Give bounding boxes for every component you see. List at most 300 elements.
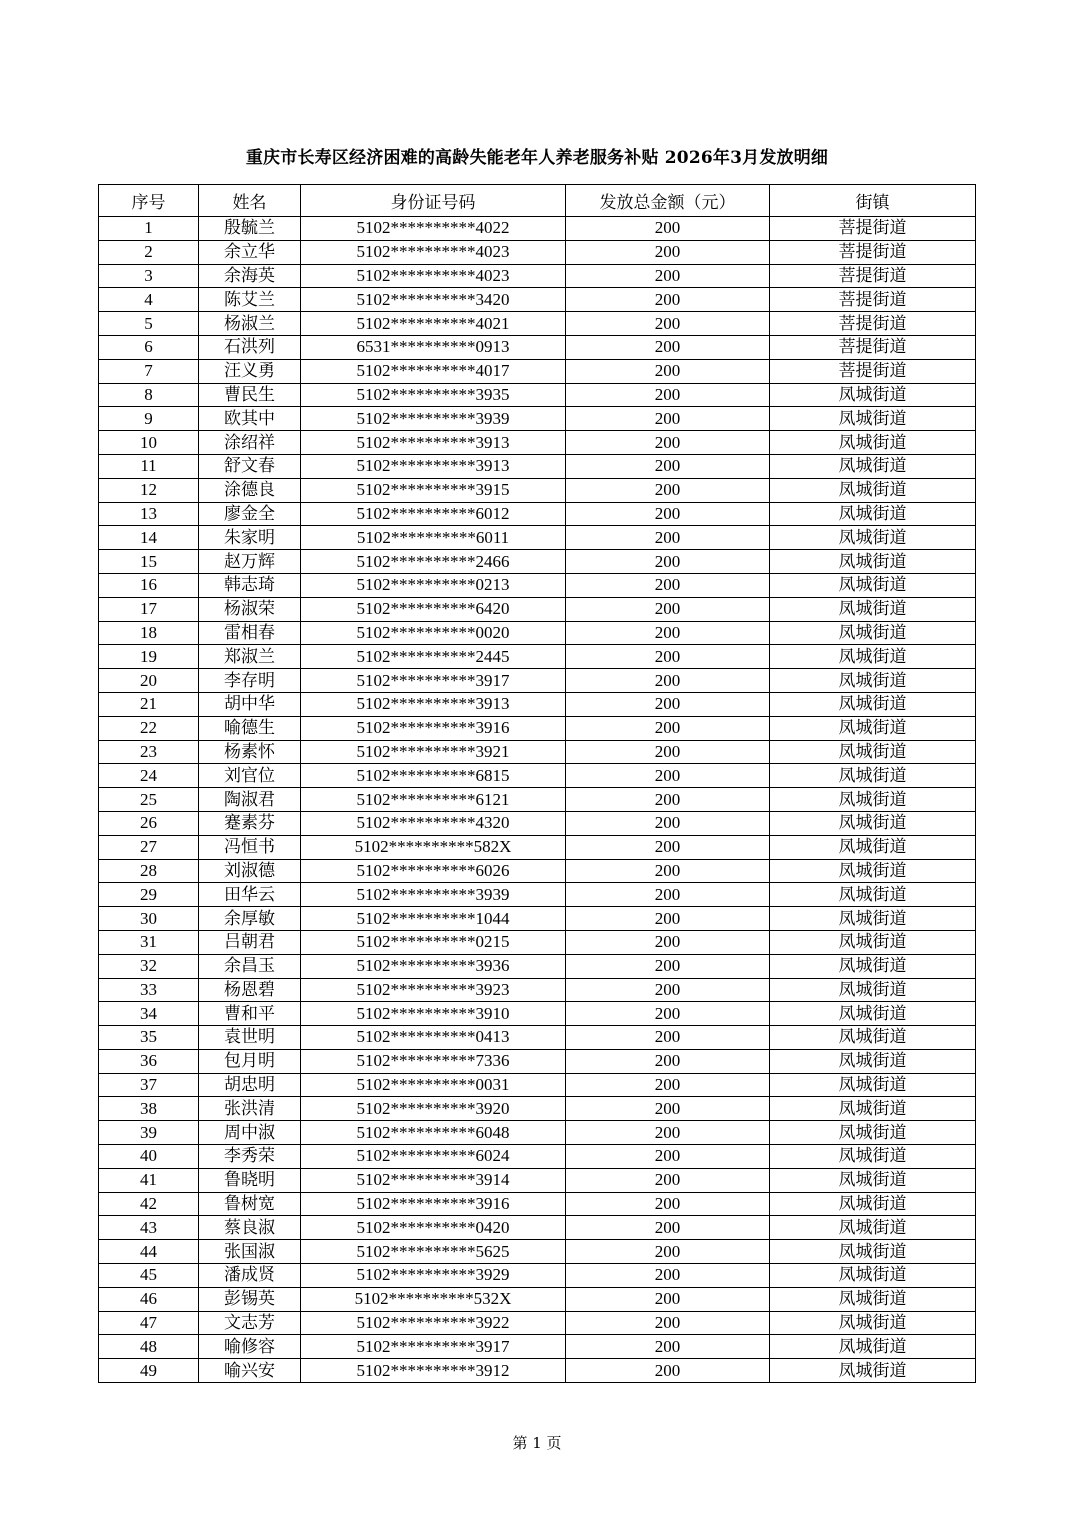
- cell-index: 18: [99, 621, 199, 645]
- cell-index: 49: [99, 1359, 199, 1383]
- cell-id-number: 5102**********6026: [301, 859, 566, 883]
- table-row: [99, 407, 976, 431]
- cell-name: 鲁晓明: [199, 1168, 301, 1192]
- table-row: [99, 502, 976, 526]
- table-row: [99, 597, 976, 621]
- cell-index: 21: [99, 692, 199, 716]
- table-row: [99, 740, 976, 764]
- cell-amount: 200: [566, 1073, 770, 1097]
- table-row: [99, 645, 976, 669]
- cell-name: 喻兴安: [199, 1359, 301, 1383]
- cell-index: 30: [99, 907, 199, 931]
- cell-id-number: 5102**********6420: [301, 597, 566, 621]
- cell-id-number: 5102**********3915: [301, 478, 566, 502]
- table-row: [99, 621, 976, 645]
- table-row: [99, 1168, 976, 1192]
- cell-id-number: 5102**********3921: [301, 740, 566, 764]
- cell-index: 34: [99, 1002, 199, 1026]
- cell-name: 田华云: [199, 883, 301, 907]
- cell-name: 杨淑荣: [199, 597, 301, 621]
- cell-id-number: 5102**********3923: [301, 978, 566, 1002]
- cell-index: 11: [99, 454, 199, 478]
- cell-amount: 200: [566, 478, 770, 502]
- table-row: [99, 240, 976, 264]
- cell-amount: 200: [566, 1335, 770, 1359]
- page-title: 重庆市长寿区经济困难的高龄失能老年人养老服务补贴 2026年3月发放明细: [245, 148, 829, 168]
- cell-amount: 200: [566, 811, 770, 835]
- cell-index: 45: [99, 1264, 199, 1288]
- cell-amount: 200: [566, 240, 770, 264]
- cell-id-number: 5102**********0215: [301, 930, 566, 954]
- cell-amount: 200: [566, 1192, 770, 1216]
- cell-index: 27: [99, 835, 199, 859]
- cell-subdistrict: 凤城街道: [770, 431, 976, 455]
- cell-amount: 200: [566, 764, 770, 788]
- table-row: [99, 478, 976, 502]
- cell-subdistrict: 凤城街道: [770, 740, 976, 764]
- cell-subdistrict: 凤城街道: [770, 645, 976, 669]
- cell-name: 余昌玉: [199, 954, 301, 978]
- cell-subdistrict: 凤城街道: [770, 811, 976, 835]
- cell-amount: 200: [566, 621, 770, 645]
- table-row: [99, 217, 976, 241]
- cell-index: 39: [99, 1121, 199, 1145]
- cell-subdistrict: 凤城街道: [770, 502, 976, 526]
- cell-id-number: 5102**********2445: [301, 645, 566, 669]
- cell-index: 28: [99, 859, 199, 883]
- cell-id-number: 5102**********582X: [301, 835, 566, 859]
- cell-index: 8: [99, 383, 199, 407]
- table-header-row: [99, 185, 976, 217]
- table-row: [99, 1073, 976, 1097]
- cell-index: 1: [99, 217, 199, 241]
- table-row: [99, 859, 976, 883]
- cell-id-number: 5102**********6048: [301, 1121, 566, 1145]
- cell-amount: 200: [566, 1026, 770, 1050]
- table-row: [99, 335, 976, 359]
- cell-subdistrict: 凤城街道: [770, 1311, 976, 1335]
- cell-name: 余立华: [199, 240, 301, 264]
- cell-id-number: 5102**********0031: [301, 1073, 566, 1097]
- cell-name: 喻德生: [199, 716, 301, 740]
- cell-id-number: 5102**********4320: [301, 811, 566, 835]
- cell-name: 鲁树宽: [199, 1192, 301, 1216]
- cell-subdistrict: 凤城街道: [770, 1145, 976, 1169]
- cell-name: 李秀荣: [199, 1145, 301, 1169]
- cell-id-number: 5102**********3913: [301, 692, 566, 716]
- cell-index: 14: [99, 526, 199, 550]
- cell-index: 48: [99, 1335, 199, 1359]
- cell-id-number: 5102**********3913: [301, 431, 566, 455]
- cell-subdistrict: 凤城街道: [770, 978, 976, 1002]
- cell-index: 40: [99, 1145, 199, 1169]
- table-row: [99, 764, 976, 788]
- cell-id-number: 5102**********3920: [301, 1097, 566, 1121]
- cell-id-number: 5102**********3917: [301, 669, 566, 693]
- cell-id-number: 5102**********3935: [301, 383, 566, 407]
- cell-index: 16: [99, 573, 199, 597]
- cell-subdistrict: 凤城街道: [770, 1287, 976, 1311]
- table-row: [99, 1026, 976, 1050]
- table-row: [99, 1216, 976, 1240]
- cell-index: 6: [99, 335, 199, 359]
- cell-id-number: 5102**********0020: [301, 621, 566, 645]
- cell-amount: 200: [566, 1359, 770, 1383]
- cell-amount: 200: [566, 1145, 770, 1169]
- cell-amount: 200: [566, 550, 770, 574]
- cell-amount: 200: [566, 883, 770, 907]
- cell-amount: 200: [566, 454, 770, 478]
- cell-subdistrict: 凤城街道: [770, 883, 976, 907]
- cell-name: 吕朝君: [199, 930, 301, 954]
- cell-index: 46: [99, 1287, 199, 1311]
- cell-id-number: 5102**********4023: [301, 240, 566, 264]
- cell-name: 喻修容: [199, 1335, 301, 1359]
- cell-id-number: 5102**********0213: [301, 573, 566, 597]
- cell-id-number: 5102**********3922: [301, 1311, 566, 1335]
- cell-name: 曹民生: [199, 383, 301, 407]
- cell-id-number: 5102**********5625: [301, 1240, 566, 1264]
- cell-amount: 200: [566, 597, 770, 621]
- cell-name: 赵万辉: [199, 550, 301, 574]
- cell-id-number: 5102**********3939: [301, 407, 566, 431]
- cell-id-number: 5102**********6012: [301, 502, 566, 526]
- table-row: [99, 454, 976, 478]
- table-row: [99, 431, 976, 455]
- cell-subdistrict: 凤城街道: [770, 550, 976, 574]
- cell-index: 47: [99, 1311, 199, 1335]
- cell-amount: 200: [566, 859, 770, 883]
- cell-id-number: 5102**********3910: [301, 1002, 566, 1026]
- cell-name: 陈艾兰: [199, 288, 301, 312]
- cell-name: 刘淑德: [199, 859, 301, 883]
- cell-subdistrict: 凤城街道: [770, 1097, 976, 1121]
- cell-subdistrict: 菩提街道: [770, 240, 976, 264]
- cell-subdistrict: 凤城街道: [770, 478, 976, 502]
- cell-name: 廖金全: [199, 502, 301, 526]
- cell-index: 19: [99, 645, 199, 669]
- cell-subdistrict: 凤城街道: [770, 930, 976, 954]
- cell-name: 涂绍祥: [199, 431, 301, 455]
- cell-amount: 200: [566, 335, 770, 359]
- cell-id-number: 5102**********2466: [301, 550, 566, 574]
- cell-id-number: 5102**********3913: [301, 454, 566, 478]
- cell-amount: 200: [566, 835, 770, 859]
- cell-index: 41: [99, 1168, 199, 1192]
- cell-index: 7: [99, 359, 199, 383]
- cell-index: 24: [99, 764, 199, 788]
- table-row: [99, 788, 976, 812]
- cell-subdistrict: 凤城街道: [770, 621, 976, 645]
- table-row: [99, 1192, 976, 1216]
- header-index: 序号: [99, 185, 199, 217]
- cell-id-number: 5102**********6024: [301, 1145, 566, 1169]
- cell-id-number: 5102**********4022: [301, 217, 566, 241]
- cell-subdistrict: 凤城街道: [770, 1073, 976, 1097]
- table-row: [99, 1121, 976, 1145]
- cell-subdistrict: 凤城街道: [770, 907, 976, 931]
- cell-id-number: 5102**********3914: [301, 1168, 566, 1192]
- cell-id-number: 5102**********6815: [301, 764, 566, 788]
- cell-index: 33: [99, 978, 199, 1002]
- cell-subdistrict: 凤城街道: [770, 764, 976, 788]
- cell-name: 石洪列: [199, 335, 301, 359]
- cell-name: 文志芳: [199, 1311, 301, 1335]
- cell-subdistrict: 菩提街道: [770, 288, 976, 312]
- cell-subdistrict: 凤城街道: [770, 1026, 976, 1050]
- cell-amount: 200: [566, 716, 770, 740]
- table-row: [99, 288, 976, 312]
- cell-name: 张国淑: [199, 1240, 301, 1264]
- header-subdistrict: 街镇: [770, 185, 976, 217]
- cell-subdistrict: 凤城街道: [770, 454, 976, 478]
- cell-amount: 200: [566, 383, 770, 407]
- cell-amount: 200: [566, 1049, 770, 1073]
- table-row: [99, 883, 976, 907]
- cell-amount: 200: [566, 669, 770, 693]
- cell-name: 陶淑君: [199, 788, 301, 812]
- cell-amount: 200: [566, 359, 770, 383]
- cell-index: 5: [99, 312, 199, 336]
- cell-amount: 200: [566, 907, 770, 931]
- table-row: [99, 383, 976, 407]
- cell-name: 汪义勇: [199, 359, 301, 383]
- cell-amount: 200: [566, 978, 770, 1002]
- table-row: [99, 1359, 976, 1383]
- cell-subdistrict: 菩提街道: [770, 264, 976, 288]
- cell-name: 蔡良淑: [199, 1216, 301, 1240]
- table-row: [99, 526, 976, 550]
- header-amount: 发放总金额（元）: [566, 185, 770, 217]
- cell-index: 43: [99, 1216, 199, 1240]
- cell-subdistrict: 凤城街道: [770, 1192, 976, 1216]
- cell-name: 韩志琦: [199, 573, 301, 597]
- page-number: 第 1 页: [512, 1434, 562, 1452]
- cell-index: 22: [99, 716, 199, 740]
- cell-name: 舒文春: [199, 454, 301, 478]
- cell-amount: 200: [566, 1097, 770, 1121]
- cell-subdistrict: 凤城街道: [770, 716, 976, 740]
- cell-subdistrict: 凤城街道: [770, 859, 976, 883]
- cell-amount: 200: [566, 1240, 770, 1264]
- cell-amount: 200: [566, 1168, 770, 1192]
- table-row: [99, 1240, 976, 1264]
- cell-amount: 200: [566, 526, 770, 550]
- table-row: [99, 550, 976, 574]
- table-row: [99, 835, 976, 859]
- cell-index: 12: [99, 478, 199, 502]
- cell-name: 欧其中: [199, 407, 301, 431]
- cell-amount: 200: [566, 407, 770, 431]
- cell-subdistrict: 凤城街道: [770, 1264, 976, 1288]
- cell-name: 朱家明: [199, 526, 301, 550]
- cell-amount: 200: [566, 692, 770, 716]
- cell-id-number: 5102**********6121: [301, 788, 566, 812]
- cell-id-number: 5102**********532X: [301, 1287, 566, 1311]
- cell-subdistrict: 凤城街道: [770, 954, 976, 978]
- table-row: [99, 312, 976, 336]
- cell-name: 曹和平: [199, 1002, 301, 1026]
- table-row: [99, 1049, 976, 1073]
- cell-subdistrict: 凤城街道: [770, 835, 976, 859]
- cell-id-number: 5102**********0413: [301, 1026, 566, 1050]
- cell-name: 雷相春: [199, 621, 301, 645]
- cell-name: 杨淑兰: [199, 312, 301, 336]
- cell-id-number: 5102**********0420: [301, 1216, 566, 1240]
- cell-id-number: 5102**********6011: [301, 526, 566, 550]
- cell-subdistrict: 凤城街道: [770, 1121, 976, 1145]
- cell-subdistrict: 菩提街道: [770, 217, 976, 241]
- cell-id-number: 5102**********3916: [301, 1192, 566, 1216]
- cell-amount: 200: [566, 645, 770, 669]
- cell-subdistrict: 凤城街道: [770, 692, 976, 716]
- cell-name: 李存明: [199, 669, 301, 693]
- cell-name: 殷毓兰: [199, 217, 301, 241]
- cell-subdistrict: 凤城街道: [770, 573, 976, 597]
- cell-amount: 200: [566, 1264, 770, 1288]
- cell-name: 袁世明: [199, 1026, 301, 1050]
- cell-index: 35: [99, 1026, 199, 1050]
- cell-index: 13: [99, 502, 199, 526]
- table-row: [99, 1311, 976, 1335]
- cell-name: 杨恩碧: [199, 978, 301, 1002]
- cell-subdistrict: 凤城街道: [770, 788, 976, 812]
- table-row: [99, 264, 976, 288]
- cell-subdistrict: 凤城街道: [770, 597, 976, 621]
- cell-subdistrict: 凤城街道: [770, 526, 976, 550]
- table-row: [99, 669, 976, 693]
- cell-name: 涂德良: [199, 478, 301, 502]
- cell-name: 潘成贤: [199, 1264, 301, 1288]
- cell-subdistrict: 凤城街道: [770, 383, 976, 407]
- cell-id-number: 5102**********4017: [301, 359, 566, 383]
- cell-amount: 200: [566, 954, 770, 978]
- cell-amount: 200: [566, 1311, 770, 1335]
- cell-amount: 200: [566, 1216, 770, 1240]
- cell-index: 42: [99, 1192, 199, 1216]
- cell-subdistrict: 凤城街道: [770, 1240, 976, 1264]
- cell-id-number: 5102**********1044: [301, 907, 566, 931]
- cell-index: 23: [99, 740, 199, 764]
- cell-subdistrict: 凤城街道: [770, 1359, 976, 1383]
- cell-subdistrict: 菩提街道: [770, 359, 976, 383]
- cell-id-number: 5102**********3916: [301, 716, 566, 740]
- cell-id-number: 5102**********7336: [301, 1049, 566, 1073]
- cell-name: 余海英: [199, 264, 301, 288]
- cell-subdistrict: 凤城街道: [770, 1335, 976, 1359]
- subsidy-table: [98, 184, 976, 1383]
- cell-id-number: 5102**********3936: [301, 954, 566, 978]
- cell-id-number: 5102**********3912: [301, 1359, 566, 1383]
- cell-name: 余厚敏: [199, 907, 301, 931]
- cell-subdistrict: 凤城街道: [770, 1168, 976, 1192]
- cell-index: 9: [99, 407, 199, 431]
- cell-index: 10: [99, 431, 199, 455]
- cell-subdistrict: 菩提街道: [770, 335, 976, 359]
- cell-amount: 200: [566, 740, 770, 764]
- cell-index: 38: [99, 1097, 199, 1121]
- cell-amount: 200: [566, 431, 770, 455]
- cell-name: 郑淑兰: [199, 645, 301, 669]
- cell-subdistrict: 凤城街道: [770, 669, 976, 693]
- table-row: [99, 1097, 976, 1121]
- table-row: [99, 954, 976, 978]
- cell-id-number: 5102**********3917: [301, 1335, 566, 1359]
- table-row: [99, 1264, 976, 1288]
- cell-index: 37: [99, 1073, 199, 1097]
- cell-index: 29: [99, 883, 199, 907]
- cell-name: 张洪清: [199, 1097, 301, 1121]
- cell-id-number: 5102**********4021: [301, 312, 566, 336]
- cell-index: 25: [99, 788, 199, 812]
- table-row: [99, 930, 976, 954]
- cell-amount: 200: [566, 217, 770, 241]
- cell-amount: 200: [566, 1002, 770, 1026]
- cell-id-number: 6531**********0913: [301, 335, 566, 359]
- cell-index: 32: [99, 954, 199, 978]
- cell-id-number: 5102**********4023: [301, 264, 566, 288]
- table-body: [99, 217, 976, 1383]
- table-row: [99, 1002, 976, 1026]
- cell-name: 胡忠明: [199, 1073, 301, 1097]
- table-row: [99, 1287, 976, 1311]
- cell-subdistrict: 菩提街道: [770, 312, 976, 336]
- cell-index: 26: [99, 811, 199, 835]
- cell-id-number: 5102**********3420: [301, 288, 566, 312]
- cell-amount: 200: [566, 288, 770, 312]
- cell-name: 蹇素芬: [199, 811, 301, 835]
- cell-subdistrict: 凤城街道: [770, 1002, 976, 1026]
- cell-id-number: 5102**********3939: [301, 883, 566, 907]
- cell-amount: 200: [566, 573, 770, 597]
- table-row: [99, 359, 976, 383]
- cell-index: 2: [99, 240, 199, 264]
- cell-subdistrict: 凤城街道: [770, 1216, 976, 1240]
- cell-name: 刘官位: [199, 764, 301, 788]
- cell-name: 杨素怀: [199, 740, 301, 764]
- cell-name: 冯恒书: [199, 835, 301, 859]
- cell-amount: 200: [566, 1287, 770, 1311]
- cell-name: 胡中华: [199, 692, 301, 716]
- cell-amount: 200: [566, 930, 770, 954]
- cell-subdistrict: 凤城街道: [770, 1049, 976, 1073]
- table-row: [99, 1335, 976, 1359]
- table-row: [99, 907, 976, 931]
- cell-amount: 200: [566, 502, 770, 526]
- table-row: [99, 811, 976, 835]
- cell-index: 17: [99, 597, 199, 621]
- table-row: [99, 692, 976, 716]
- table-row: [99, 1145, 976, 1169]
- cell-amount: 200: [566, 312, 770, 336]
- table-row: [99, 716, 976, 740]
- cell-name: 周中淑: [199, 1121, 301, 1145]
- cell-subdistrict: 凤城街道: [770, 407, 976, 431]
- table-row: [99, 573, 976, 597]
- cell-amount: 200: [566, 264, 770, 288]
- cell-name: 彭锡英: [199, 1287, 301, 1311]
- cell-index: 3: [99, 264, 199, 288]
- cell-index: 15: [99, 550, 199, 574]
- cell-index: 44: [99, 1240, 199, 1264]
- header-id-number: 身份证号码: [301, 185, 566, 217]
- cell-index: 31: [99, 930, 199, 954]
- cell-name: 包月明: [199, 1049, 301, 1073]
- cell-index: 4: [99, 288, 199, 312]
- cell-index: 20: [99, 669, 199, 693]
- cell-index: 36: [99, 1049, 199, 1073]
- cell-id-number: 5102**********3929: [301, 1264, 566, 1288]
